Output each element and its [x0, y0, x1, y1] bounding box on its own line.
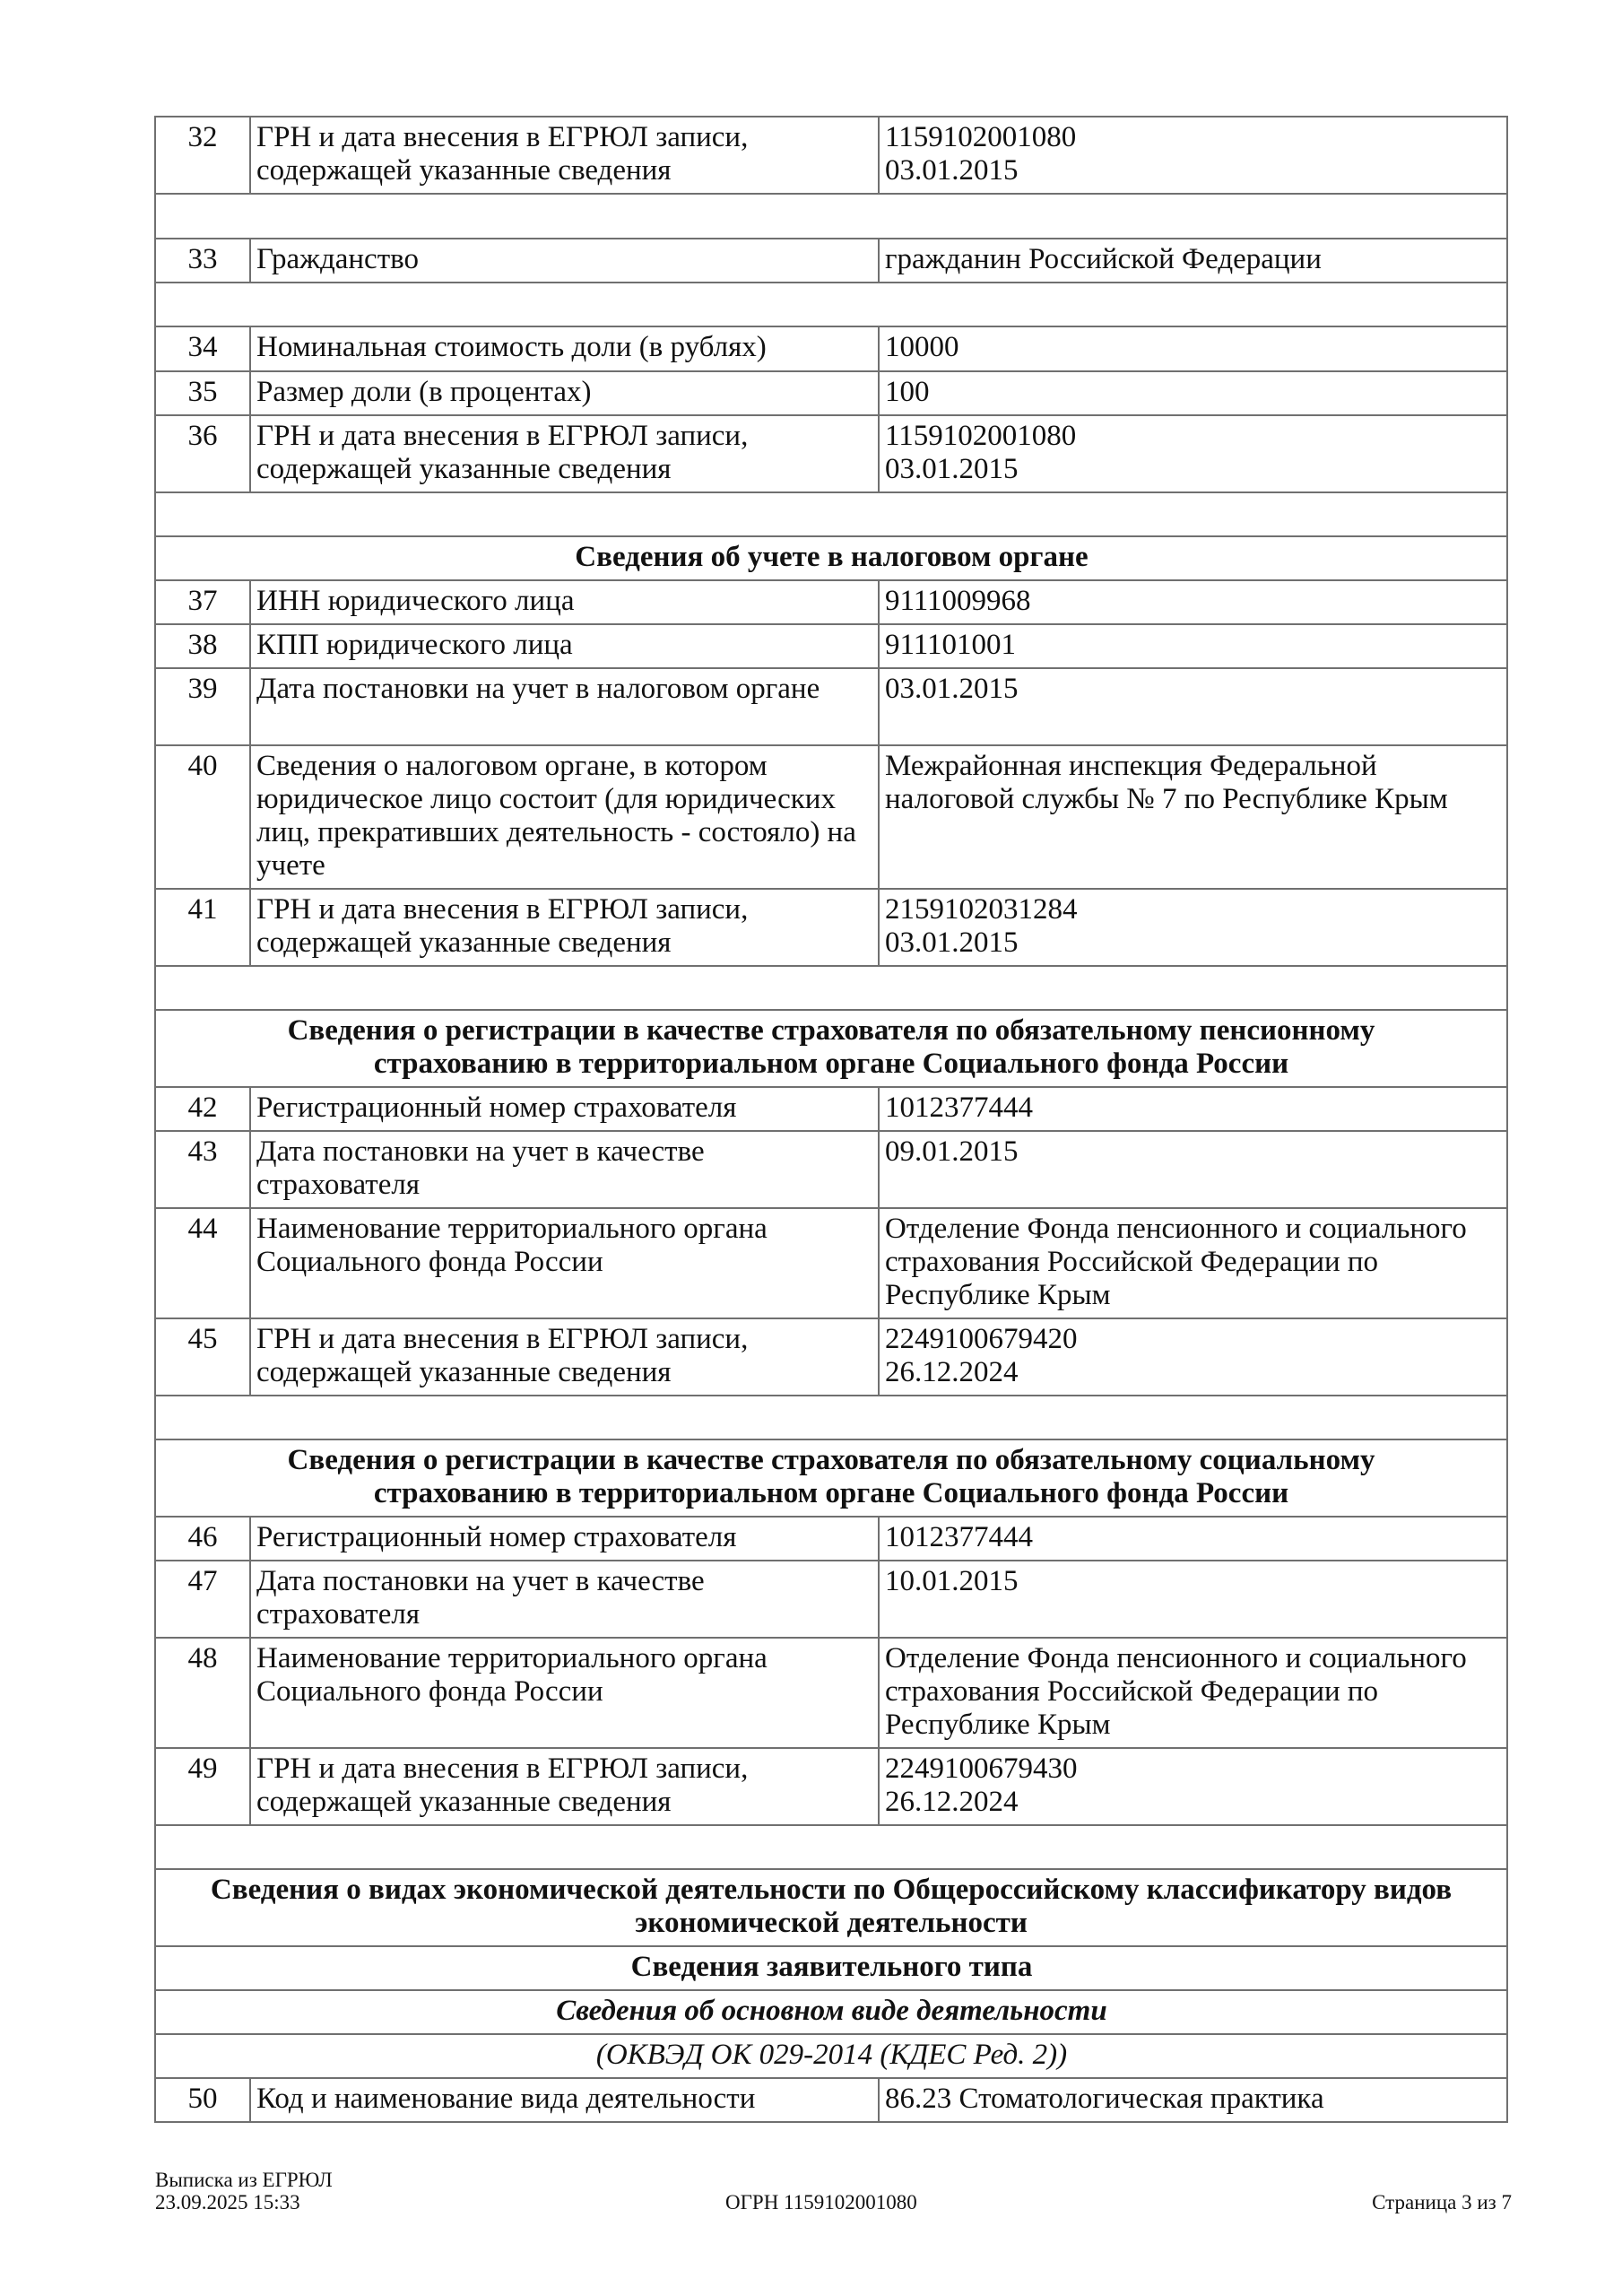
- row-label: ГРН и дата внесения в ЕГРЮЛ записи, содержащей указанные сведения: [250, 1318, 879, 1396]
- row-label: ИНН юридического лица: [250, 580, 879, 624]
- row-label: ГРН и дата внесения в ЕГРЮЛ записи, содержащей указанные сведения: [250, 117, 879, 194]
- row-value: [879, 580, 1507, 624]
- row-number: 47: [155, 1561, 250, 1638]
- table-row: [155, 1208, 1507, 1318]
- blank-cell: [155, 194, 1507, 239]
- row-value: [879, 2078, 1507, 2122]
- subsection-main-activity: Сведения об основном виде деятельности: [155, 1990, 1507, 2034]
- table-row: [155, 239, 1507, 283]
- table-row: [155, 415, 1507, 492]
- blank-cell: [155, 966, 1507, 1010]
- blank-row: [155, 194, 1507, 239]
- section-header-row: [155, 536, 1507, 580]
- row-value: [879, 415, 1507, 492]
- grn-value: 1159102001080: [885, 420, 1077, 452]
- row-label: ГРН и дата внесения в ЕГРЮЛ записи, содержащей указанные сведения: [250, 1748, 879, 1825]
- subsection-row: [155, 2034, 1507, 2078]
- share-nominal-value: 10000: [885, 331, 959, 363]
- subsection-declarative: Сведения заявительного типа: [155, 1946, 1507, 1990]
- row-number: 49: [155, 1748, 250, 1825]
- row-label: КПП юридического лица: [250, 624, 879, 668]
- registration-number-value: 1012377444: [885, 1521, 1033, 1553]
- kpp-value: 911101001: [885, 629, 1017, 661]
- blank-cell: [155, 1396, 1507, 1439]
- row-number: 43: [155, 1131, 250, 1208]
- row-value: [879, 371, 1507, 415]
- row-value: [879, 889, 1507, 966]
- date-value: 03.01.2015: [885, 673, 1019, 705]
- egrul-extract-table: [154, 116, 1508, 2123]
- footer-timestamp: 23.09.2025 15:33: [155, 2191, 300, 2213]
- subsection-row: [155, 1946, 1507, 1990]
- table-row: [155, 1517, 1507, 1561]
- row-number: 39: [155, 668, 250, 745]
- table-row: [155, 326, 1507, 371]
- date-value: 26.12.2024: [885, 1786, 1019, 1818]
- section-header-row: [155, 1869, 1507, 1946]
- row-number: 36: [155, 415, 250, 492]
- table-row: [155, 1318, 1507, 1396]
- row-value: [879, 1561, 1507, 1638]
- table-row: [155, 2078, 1507, 2122]
- row-label: Сведения о налоговом органе, в котором юридическое лицо состоит (для юридических лиц, прекративших деятельность - состояло) на учете: [250, 745, 879, 889]
- date-value: 26.12.2024: [885, 1356, 1019, 1388]
- row-value: [879, 745, 1507, 889]
- footer-page-number: Страница 3 из 7: [1372, 2191, 1512, 2213]
- row-label: Регистрационный номер страхователя: [250, 1517, 879, 1561]
- row-label: Наименование территориального органа Социального фонда России: [250, 1208, 879, 1318]
- section-title-economic-activity: Сведения о видах экономической деятельности по Общероссийскому классификатору видов экономической деятельности: [155, 1869, 1507, 1946]
- footer-ogrn: ОГРН 1159102001080: [725, 2191, 917, 2213]
- section-title-pension-insurance: Сведения о регистрации в качестве страхователя по обязательному пенсионному страхованию в территориальном органе Социального фонда России: [155, 1010, 1507, 1087]
- row-label: Гражданство: [250, 239, 879, 283]
- row-number: 46: [155, 1517, 250, 1561]
- row-number: 50: [155, 2078, 250, 2122]
- table-row: [155, 624, 1507, 668]
- table-row: [155, 1638, 1507, 1748]
- row-value: [879, 239, 1507, 283]
- row-label: ГРН и дата внесения в ЕГРЮЛ записи, содержащей указанные сведения: [250, 415, 879, 492]
- row-label: Дата постановки на учет в качестве страхователя: [250, 1131, 879, 1208]
- row-label: ГРН и дата внесения в ЕГРЮЛ записи, содержащей указанные сведения: [250, 889, 879, 966]
- row-value: [879, 1208, 1507, 1318]
- row-label: Дата постановки на учет в налоговом органе: [250, 668, 879, 745]
- blank-row: [155, 1825, 1507, 1869]
- row-number: 34: [155, 326, 250, 371]
- blank-cell: [155, 283, 1507, 326]
- row-number: 48: [155, 1638, 250, 1748]
- fund-office-value: Отделение Фонда пенсионного и социального страхования Российской Федерации по Республике Крым: [885, 1213, 1467, 1311]
- row-number: 33: [155, 239, 250, 283]
- row-number: 41: [155, 889, 250, 966]
- row-label: Код и наименование вида деятельности: [250, 2078, 879, 2122]
- table-row: [155, 1748, 1507, 1825]
- row-label: Наименование территориального органа Социального фонда России: [250, 1638, 879, 1748]
- row-label: Регистрационный номер страхователя: [250, 1087, 879, 1131]
- blank-row: [155, 1396, 1507, 1439]
- section-header-row: [155, 1439, 1507, 1517]
- blank-cell: [155, 492, 1507, 536]
- row-value: [879, 326, 1507, 371]
- row-number: 45: [155, 1318, 250, 1396]
- row-number: 35: [155, 371, 250, 415]
- row-value: [879, 668, 1507, 745]
- row-number: 32: [155, 117, 250, 194]
- grn-value: 2159102031284: [885, 893, 1078, 926]
- table-row: [155, 745, 1507, 889]
- table-row: [155, 117, 1507, 194]
- table-row: [155, 1131, 1507, 1208]
- date-value: 10.01.2015: [885, 1565, 1019, 1597]
- blank-row: [155, 966, 1507, 1010]
- table-row: [155, 580, 1507, 624]
- row-number: 40: [155, 745, 250, 889]
- date-value: 03.01.2015: [885, 926, 1019, 959]
- section-title-social-insurance: Сведения о регистрации в качестве страхователя по обязательному социальному страхованию в территориальном органе Социального фонда России: [155, 1439, 1507, 1517]
- section-title-tax: Сведения об учете в налоговом органе: [155, 536, 1507, 580]
- fund-office-value: Отделение Фонда пенсионного и социального страхования Российской Федерации по Республике Крым: [885, 1642, 1467, 1741]
- blank-row: [155, 283, 1507, 326]
- row-value: [879, 1087, 1507, 1131]
- table-row: [155, 668, 1507, 745]
- row-value: [879, 1748, 1507, 1825]
- subsection-row: [155, 1990, 1507, 2034]
- row-number: 37: [155, 580, 250, 624]
- row-label: Размер доли (в процентах): [250, 371, 879, 415]
- row-number: 44: [155, 1208, 250, 1318]
- date-value: 03.01.2015: [885, 154, 1019, 187]
- table-row: [155, 1087, 1507, 1131]
- table-row: [155, 1561, 1507, 1638]
- grn-value: 2249100679430: [885, 1752, 1078, 1785]
- share-percent-value: 100: [885, 376, 930, 408]
- activity-code-value: 86.23 Стоматологическая практика: [885, 2083, 1324, 2115]
- section-header-row: [155, 1010, 1507, 1087]
- row-value: [879, 1517, 1507, 1561]
- registration-number-value: 1012377444: [885, 1091, 1033, 1124]
- footer-document-info: [155, 2169, 333, 2213]
- table-row: [155, 371, 1507, 415]
- table-row: [155, 889, 1507, 966]
- row-value: [879, 1318, 1507, 1396]
- citizenship-value: гражданин Российской Федерации: [885, 243, 1322, 275]
- row-number: 38: [155, 624, 250, 668]
- row-label: Дата постановки на учет в качестве страхователя: [250, 1561, 879, 1638]
- date-value: 03.01.2015: [885, 453, 1019, 485]
- grn-value: 2249100679420: [885, 1323, 1078, 1355]
- row-value: [879, 1638, 1507, 1748]
- inn-value: 9111009968: [885, 585, 1031, 617]
- row-label: Номинальная стоимость доли (в рублях): [250, 326, 879, 371]
- footer-doc-title: Выписка из ЕГРЮЛ: [155, 2169, 333, 2191]
- grn-value: 1159102001080: [885, 121, 1077, 153]
- date-value: 09.01.2015: [885, 1135, 1019, 1168]
- row-value: [879, 624, 1507, 668]
- row-number: 42: [155, 1087, 250, 1131]
- row-value: [879, 117, 1507, 194]
- blank-row: [155, 492, 1507, 536]
- blank-cell: [155, 1825, 1507, 1869]
- row-value: [879, 1131, 1507, 1208]
- tax-authority-value: Межрайонная инспекция Федеральной налоговой службы № 7 по Республике Крым: [885, 750, 1448, 815]
- subsection-okved-classifier: (ОКВЭД ОК 029-2014 (КДЕС Ред. 2)): [155, 2034, 1507, 2078]
